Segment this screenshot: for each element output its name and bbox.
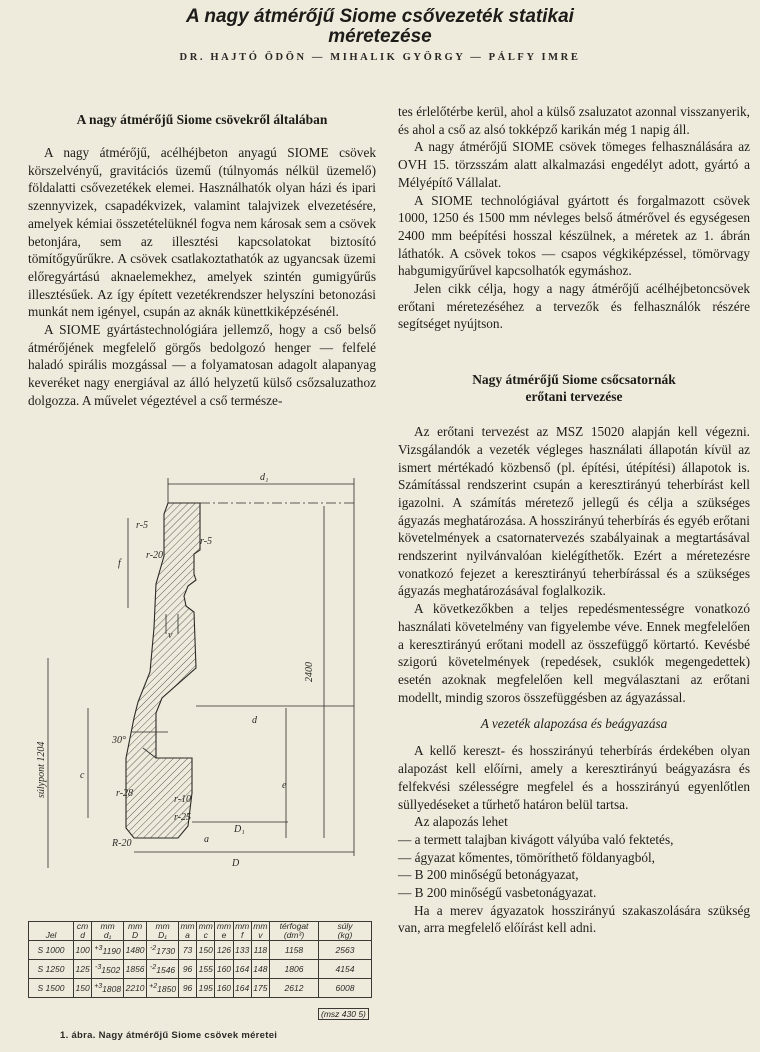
label-length: 2400	[304, 662, 315, 682]
table-cell: 150	[74, 979, 92, 998]
paragraph: A SIOME gyártástechnológiára jellemző, hogy a cső belső átmérőjének megfelelő görgős bedolgozó henger — felfelé haladó spirális mozgással — a folyamatosan adagolt alapanyag keveréket nagy energiával az álló helyzetű külső csőzsaluzathoz dolgozza. A művelet végeztével a cső természe-	[28, 322, 376, 408]
label-weight-point: súlypont 1204	[36, 741, 47, 798]
label-r5-right: r-5	[200, 536, 213, 547]
table-cell: 150	[197, 941, 215, 960]
table-cell: 100	[74, 941, 92, 960]
header-cell: mm c	[197, 922, 215, 941]
paragraph: A SIOME technológiával gyártott és forgalmazott csövek 1000, 1250 és 1500 mm névleges belső átmérővel és egységesen 2400 mm beépítési hosszal készülnek, a méretek az 1. ábrán láthatók. A csövek tokos — csapos végkiképzéssel, tömörvagy habgumigyűrűvel kapcsolhatók egymáshoz.	[398, 192, 750, 279]
label-d: d	[252, 715, 257, 726]
table-cell: 96	[178, 979, 196, 998]
table-row	[29, 979, 372, 998]
label-a: a	[204, 834, 209, 845]
table-cell: 160	[215, 960, 233, 979]
header-cell: súly (kg)	[319, 922, 372, 941]
table-cell: 148	[251, 960, 269, 979]
table-cell: 160	[215, 979, 233, 998]
label-D1: D₁	[234, 824, 245, 835]
table-cell: 1480	[123, 941, 146, 960]
section-heading-design: Nagy átmérőjű Siome csőcsatornák erőtani tervezése	[472, 372, 676, 405]
table-cell: $^{-3}$1502	[92, 960, 124, 979]
list-item: — ágyazat kőmentes, tömöríthető földanyagból,	[398, 849, 656, 865]
paragraph: Jelen cikk célja, hogy a nagy átmérőjű acélhéjbetoncsövek erőtani méretezéséhez a tervezők és felhasználók részére segítséget nyújtson.	[398, 281, 750, 332]
header-cell: mm a	[178, 922, 196, 941]
header-cell: mm e	[215, 922, 233, 941]
table-cell: 6008	[319, 979, 372, 998]
label-d1: d₁	[260, 472, 269, 483]
table-source-note: (msz 430 5)	[318, 1008, 369, 1020]
paragraph: A következőkben a teljes repedésmentességre vonatkozó használati követelmény van figyelembe véve. Ennek megfelelően a keresztirányú erőtani modell az összefüggő körtartó. Kevésbé szigorú követelmények (repedések, csuklók megengedettek) esetén azoknak megfelelően kell megválasztani az erőtani modellt, mindig szoros összefüggésben az ágyazással.	[398, 601, 750, 705]
table-cell: S 1250	[29, 960, 74, 979]
header-cell: mm f	[233, 922, 251, 941]
paragraph: Ha a merev ágyazatok hosszirányú szakaszolására szükség van, arra megfelelő előírást kell adni.	[398, 902, 750, 936]
paragraph: A kellő kereszt- és hosszirányú teherbírás érdekében olyan alapozást kell előírni, amely a keresztirányú beágyazásra és felfekvési szélességre megfelel és a hosszirányú egyenlőtlen süllyedéseket a tűrhető határon belül tartsa.	[398, 743, 750, 812]
list-item: — B 200 minőségű betonágyazat,	[398, 867, 579, 883]
header-cell: térfogat (dm³)	[270, 922, 319, 941]
label-D: D	[232, 858, 240, 869]
label-R20: R-20	[112, 838, 132, 849]
table-cell: 133	[233, 941, 251, 960]
table-cell: S 1000	[29, 941, 74, 960]
table-cell: 73	[178, 941, 196, 960]
table-cell: 96	[178, 960, 196, 979]
table-cell: 1856	[123, 960, 146, 979]
table-cell: $^{+3}$1190	[92, 941, 124, 960]
section-heading-general: A nagy átmérőjű Siome csövekről általában	[76, 112, 328, 127]
table-cell: 164	[233, 960, 251, 979]
right-column	[398, 103, 750, 937]
paragraph: Az alapozás lehet	[414, 814, 508, 830]
header-cell: mm v	[251, 922, 269, 941]
label-r5-left: r-5	[136, 520, 149, 531]
header-cell: Jel	[29, 922, 74, 941]
label-r25: r-25	[174, 812, 192, 823]
table-cell: 175	[251, 979, 269, 998]
figure-caption: 1. ábra. Nagy átmérőjű Siome csövek méretei	[60, 1030, 278, 1041]
dimension-table	[28, 921, 372, 998]
label-e: e	[282, 780, 287, 791]
table-cell: 2612	[270, 979, 319, 998]
table-cell: 155	[197, 960, 215, 979]
label-angle: 30°	[112, 735, 126, 746]
label-v: v	[168, 630, 173, 641]
table-cell: $^{-2}$1546	[147, 960, 179, 979]
article-title-line1: A nagy átmérőjű Siome csővezeték statikai	[186, 6, 574, 27]
label-r28: r-28	[116, 788, 134, 799]
label-c: c	[80, 770, 85, 781]
paragraph: Az erőtani tervezést az MSZ 15020 alapján kell végezni. Vizsgálandók a vezeték végleges használati állapotán kívül az ismert mértékadó közbenső (pl. építési, útépítési) állapotok is. Számítással rendszerint csupán a keresztirányú teherbírást kell igazolni. A számítás méretező jellegű és célja a szükséges ágyazás meghatározása. A hosszirányú teherbírás és egyéb erőtani követelmények a csatornatervezés szabályainak a megtartásával rendszerint nyilvánvalóan kielégíthetők. Ezért a méretezésre vonatkozó fejezet a keresztirányú teherbírással és a szükséges ágyazás meghatározásával foglalkozik.	[398, 424, 750, 599]
authors-line: DR. HAJTÓ ÖDÖN — MIHALIK GYÖRGY — PÁLFY IMRE	[179, 52, 581, 63]
header-cell: mm D	[123, 922, 146, 941]
table-cell: 2210	[123, 979, 146, 998]
header-cell: cm d	[74, 922, 92, 941]
table-cell: $^{+3}$1808	[92, 979, 124, 998]
subsection-heading-foundation: A vezeték alapozása és beágyazása	[480, 716, 668, 732]
table-cell: 195	[197, 979, 215, 998]
pipe-cross-section-figure	[28, 458, 378, 918]
table-cell: 126	[215, 941, 233, 960]
label-r10: r-10	[174, 794, 192, 805]
label-r20: r-20	[146, 550, 164, 561]
table-header-row	[29, 922, 372, 941]
header-cell: mm d₁	[92, 922, 124, 941]
table-cell: 2563	[319, 941, 372, 960]
table-cell: $^{-2}$1730	[147, 941, 179, 960]
label-f: f	[118, 558, 121, 569]
table-cell: 118	[251, 941, 269, 960]
table-cell: 164	[233, 979, 251, 998]
header-cell: mm D₁	[147, 922, 179, 941]
foundation-types-list	[398, 831, 750, 902]
list-item: — a termett talajban kivágott vályúba való fektetés,	[398, 831, 674, 847]
table-cell: 4154	[319, 960, 372, 979]
paragraph: A nagy átmérőjű, acélhéjbeton anyagú SIOME csövek körszelvényű, gravitációs üzemű (túlnyomás nélkül üzemelő) földalatti csővezetékek elemei. Használhatók olyan házi és ipari szennyvizek, csapadékvizek, valamint talajvizek elvezetésére, amelyek kémiai összetételüknél fogva nem károsak sem a csövek betonjára, sem az illesztési kapcsolatokat biztosító tömítőgyűrűkre. A csövek csatlakoztathatók az ugyancsak üzemi előregyártású aknaelemekhez, amelyek szintén gumigyűrűs illesztésűek. Az így épített vezetékrendszer helyszíni betonozási munkát nem igényel, csupán az aknák künettkiképzésénél.	[28, 145, 376, 320]
article-title-line2: méretezése	[328, 26, 432, 47]
paragraph: A nagy átmérőjű SIOME csövek tömeges felhasználására az OVH 15. törzsszám alatt alkalmazási engedélyt adott, gyártó a Mélyépítő Vállalat.	[398, 139, 750, 190]
table-row	[29, 960, 372, 979]
paragraph: tes érlelőtérbe kerül, ahol a külső zsaluzatot azonnal visszanyerik, és ahol a cső az alsó tokképző karikán még 1 napig áll.	[398, 104, 750, 137]
left-column	[28, 111, 376, 410]
table-cell: S 1500	[29, 979, 74, 998]
table-row	[29, 941, 372, 960]
table-cell: 1806	[270, 960, 319, 979]
table-cell: $^{+2}$1850	[147, 979, 179, 998]
table-cell: 1158	[270, 941, 319, 960]
table-cell: 125	[74, 960, 92, 979]
list-item: — B 200 minőségű vasbetonágyazat.	[398, 885, 597, 901]
